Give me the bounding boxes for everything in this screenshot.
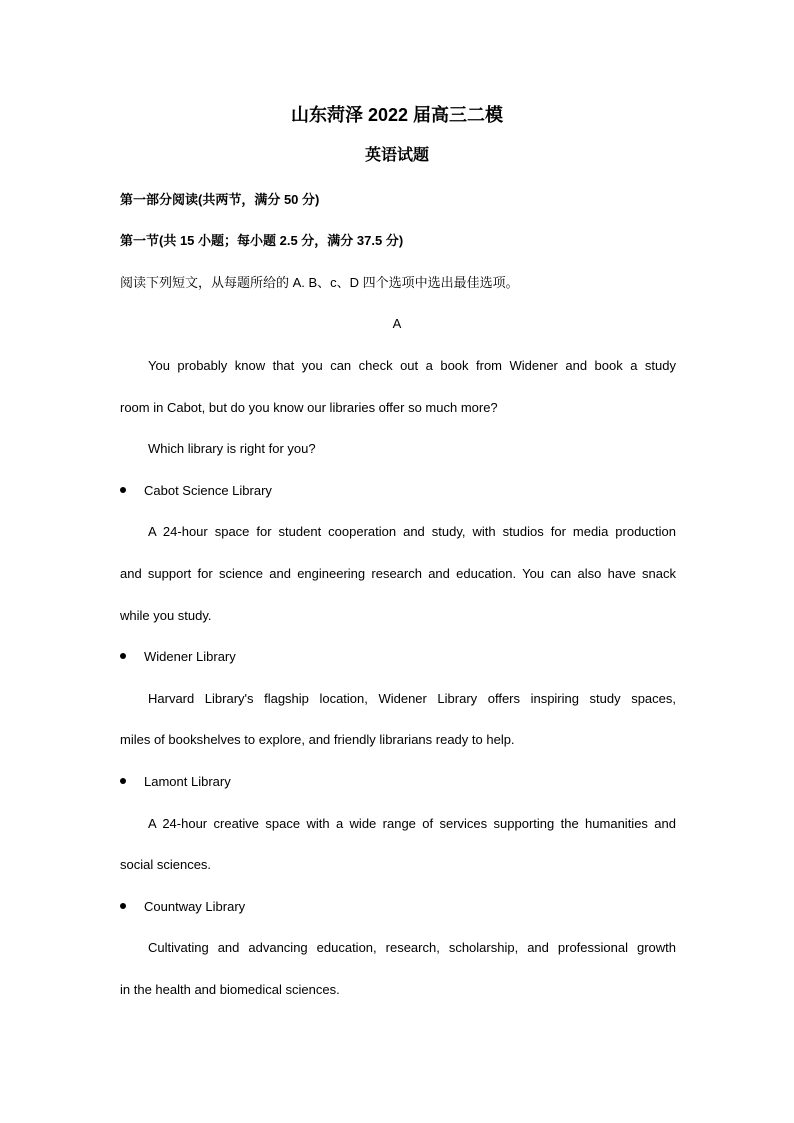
library-desc-line: Cultivating and advancing education, research, scholarship, and professional growth <box>148 940 676 955</box>
intro-line-2: room in Cabot, but do you know our libraries offer so much more? <box>120 400 498 415</box>
bullet-icon <box>120 653 126 659</box>
document-title: 山东菏泽 2022 届高三二模 <box>290 105 504 125</box>
question-text: Which library is right for you? <box>148 441 316 456</box>
passage-label: A <box>392 316 402 331</box>
bullet-icon <box>120 903 126 909</box>
library-desc-line: while you study. <box>120 608 212 623</box>
library-name: Lamont Library <box>144 774 231 789</box>
library-name: Countway Library <box>144 899 246 914</box>
intro-line-1: You probably know that you can check out a book from Widener and book a study <box>148 358 676 373</box>
library-desc-line: miles of bookshelves to explore, and friendly librarians ready to help. <box>120 732 515 747</box>
bullet-icon <box>120 487 126 493</box>
library-desc-line: in the health and biomedical sciences. <box>120 982 340 997</box>
section-heading: 第一节(共 15 小题；每小题 2.5 分，满分 37.5 分) <box>120 233 404 248</box>
library-name: Widener Library <box>144 649 236 664</box>
library-name: Cabot Science Library <box>144 483 272 498</box>
library-desc-line: and support for science and engineering research and education. You can also have snack <box>120 566 676 581</box>
library-desc-line: Harvard Library's flagship location, Widener Library offers inspiring study spaces, <box>148 691 676 706</box>
library-desc-line: A 24-hour creative space with a wide range of services supporting the humanities and <box>148 816 676 831</box>
library-desc-line: A 24-hour space for student cooperation and study, with studios for media production <box>148 524 676 539</box>
part-heading: 第一部分阅读(共两节，满分 50 分) <box>120 192 320 207</box>
library-desc-line: social sciences. <box>120 857 212 872</box>
bullet-icon <box>120 778 126 784</box>
document-subtitle: 英语试题 <box>364 147 429 164</box>
instruction-text: 阅读下列短文，从每题所给的 A. B、c、D 四个选项中选出最佳选项。 <box>120 275 519 290</box>
